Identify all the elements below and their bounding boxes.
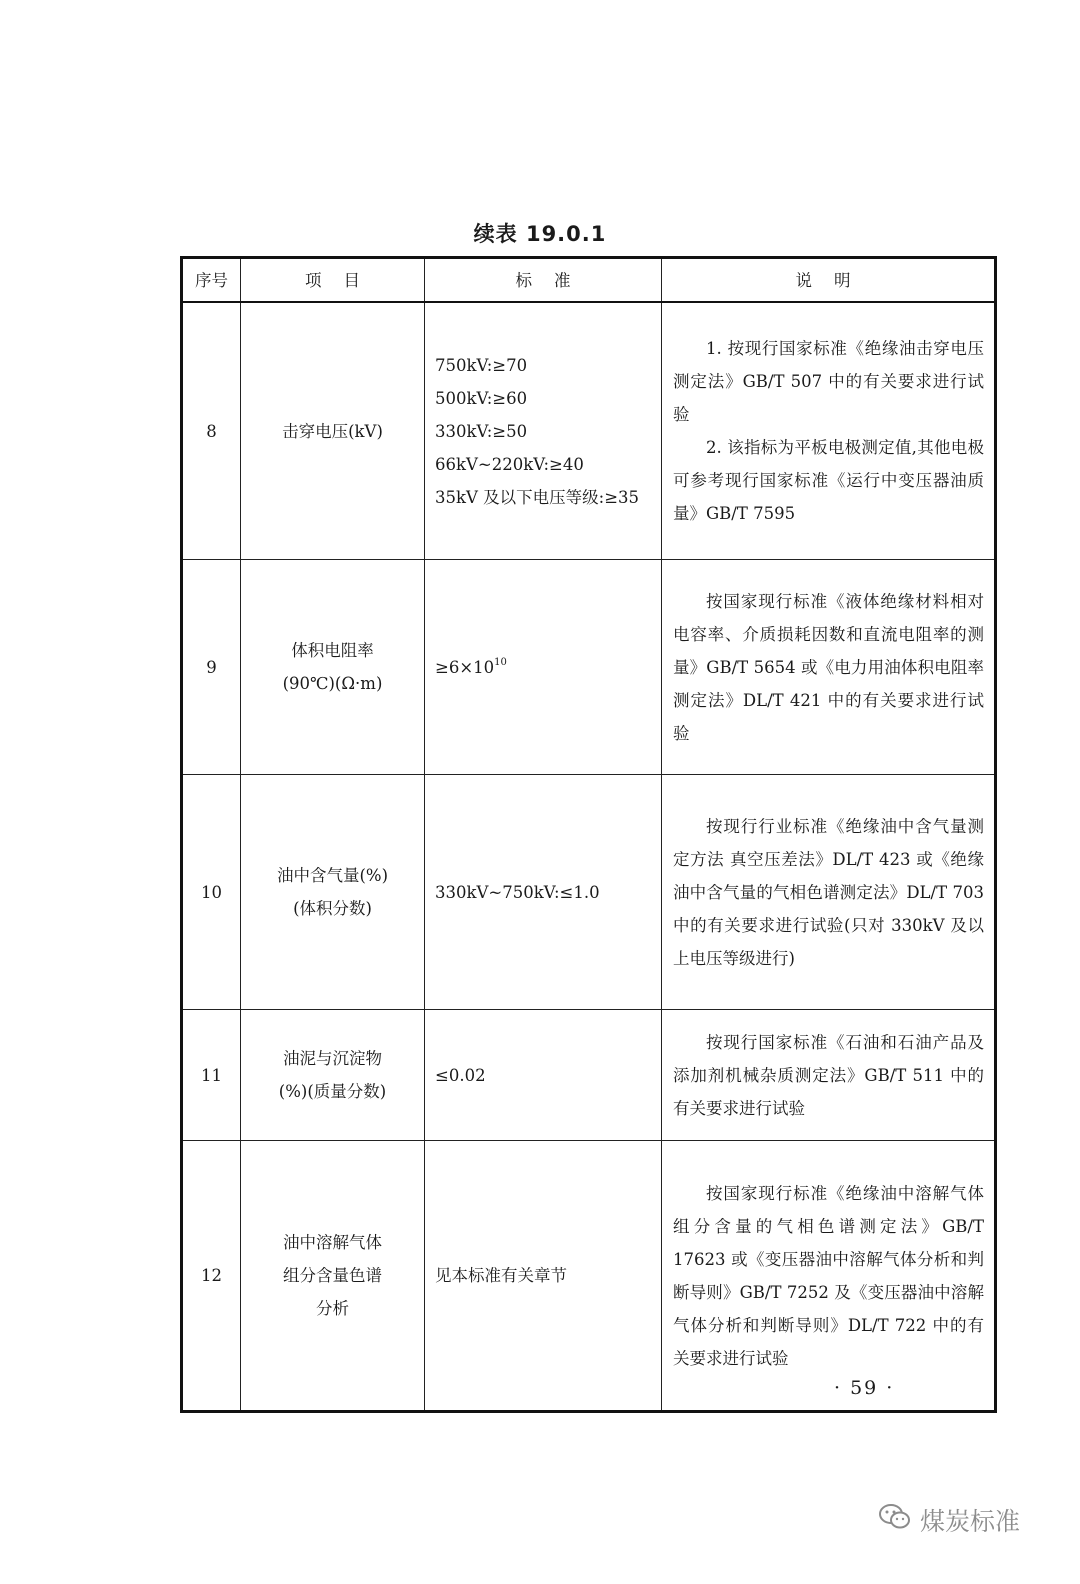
watermark-text: 煤炭标准 <box>920 1507 1021 1536</box>
row-notes <box>662 560 996 775</box>
note-paragraph: 按国家现行标准《液体绝缘材料相对电容率、介质损耗因数和直流电阻率的测量》GB/T 5654 或《电力用油体积电阻率测定法》DL/T 421 中的有关要求进行试验 <box>673 591 984 743</box>
table-row <box>182 560 996 775</box>
item-line: 组分含量色谱 <box>283 1266 382 1285</box>
row-standard <box>425 560 662 775</box>
row-item <box>241 560 425 775</box>
wechat-icon <box>878 1502 920 1538</box>
item-line: (体积分数) <box>293 899 372 918</box>
standard-line: 66kV~220kV:≥40 <box>435 454 584 474</box>
item-line: 击穿电压(kV) <box>282 421 383 441</box>
watermark <box>878 1500 1020 1540</box>
standards-table <box>180 256 997 1413</box>
row-standard <box>425 775 662 1010</box>
table-row <box>182 775 996 1010</box>
note-paragraph: 2. 该指标为平板电极测定值,其他电极可参考现行国家标准《运行中变压器油质量》GB/T 7595 <box>673 438 984 523</box>
page-number: · 59 · <box>834 1377 895 1399</box>
table-row <box>182 302 996 560</box>
row-number: 8 <box>182 302 241 560</box>
standard-line <box>435 651 661 684</box>
standard-line: 330kV~750kV:≤1.0 <box>435 882 600 902</box>
item-line: 体积电阻率 <box>291 641 374 660</box>
row-item <box>241 1141 425 1412</box>
table-row <box>182 1010 996 1141</box>
row-item <box>241 1010 425 1141</box>
row-standard <box>425 302 662 560</box>
standard-line: 35kV 及以下电压等级:≥35 <box>435 487 640 507</box>
row-notes <box>662 302 996 560</box>
table-header-row <box>182 258 996 303</box>
standard-line: 见本标准有关章节 <box>435 1266 567 1285</box>
row-number: 11 <box>182 1010 241 1141</box>
item-line: (%)(质量分数) <box>278 1082 387 1101</box>
row-standard <box>425 1141 662 1412</box>
note-paragraph: 按现行行业标准《绝缘油中含气量测定方法 真空压差法》DL/T 423 或《绝缘油中含气量的气相色谱测定法》DL/T 703 中的有关要求进行试验(只对 330kV 及以上电压等级进行) <box>673 816 984 968</box>
row-notes <box>662 1010 996 1141</box>
standard-exponent: 10 <box>494 657 507 668</box>
header-number: 序号 <box>182 258 241 303</box>
standard-line: ≤0.02 <box>435 1065 486 1085</box>
item-line: 分析 <box>316 1299 349 1318</box>
header-item: 项目 <box>241 258 425 303</box>
table-title: 续表 19.0.1 <box>473 222 607 246</box>
item-line: 油中含气量(%) <box>276 866 389 885</box>
note-paragraph: 1. 按现行国家标准《绝缘油击穿电压测定法》GB/T 507 中的有关要求进行试验 <box>673 339 984 424</box>
header-notes: 说明 <box>662 258 996 303</box>
table-row <box>182 1141 996 1412</box>
row-item <box>241 302 425 560</box>
item-line: (90℃)(Ω·m) <box>282 674 383 693</box>
item-line: 油泥与沉淀物 <box>283 1049 382 1068</box>
row-notes <box>662 775 996 1010</box>
standard-line: 750kV:≥70 <box>435 355 528 375</box>
standard-base: ≥6×10 <box>435 657 495 677</box>
standard-line: 500kV:≥60 <box>435 388 528 408</box>
row-number: 12 <box>182 1141 241 1412</box>
row-item <box>241 775 425 1010</box>
item-line: 油中溶解气体 <box>283 1233 382 1252</box>
row-number: 9 <box>182 560 241 775</box>
standard-line: 330kV:≥50 <box>435 421 528 441</box>
header-standard: 标准 <box>425 258 662 303</box>
row-number: 10 <box>182 775 241 1010</box>
row-notes <box>662 1141 996 1412</box>
note-paragraph: 按现行国家标准《石油和石油产品及添加剂机械杂质测定法》GB/T 511 中的有关要求进行试验 <box>673 1032 984 1118</box>
note-paragraph: 按国家现行标准《绝缘油中溶解气体组分含量的气相色谱测定法》GB/T 17623 或《变压器油中溶解气体分析和判断导则》GB/T 7252 及《变压器油中溶解气体分析和判断导则》DL/T 722 中的有关要求进行试验 <box>673 1183 984 1368</box>
row-standard <box>425 1010 662 1141</box>
